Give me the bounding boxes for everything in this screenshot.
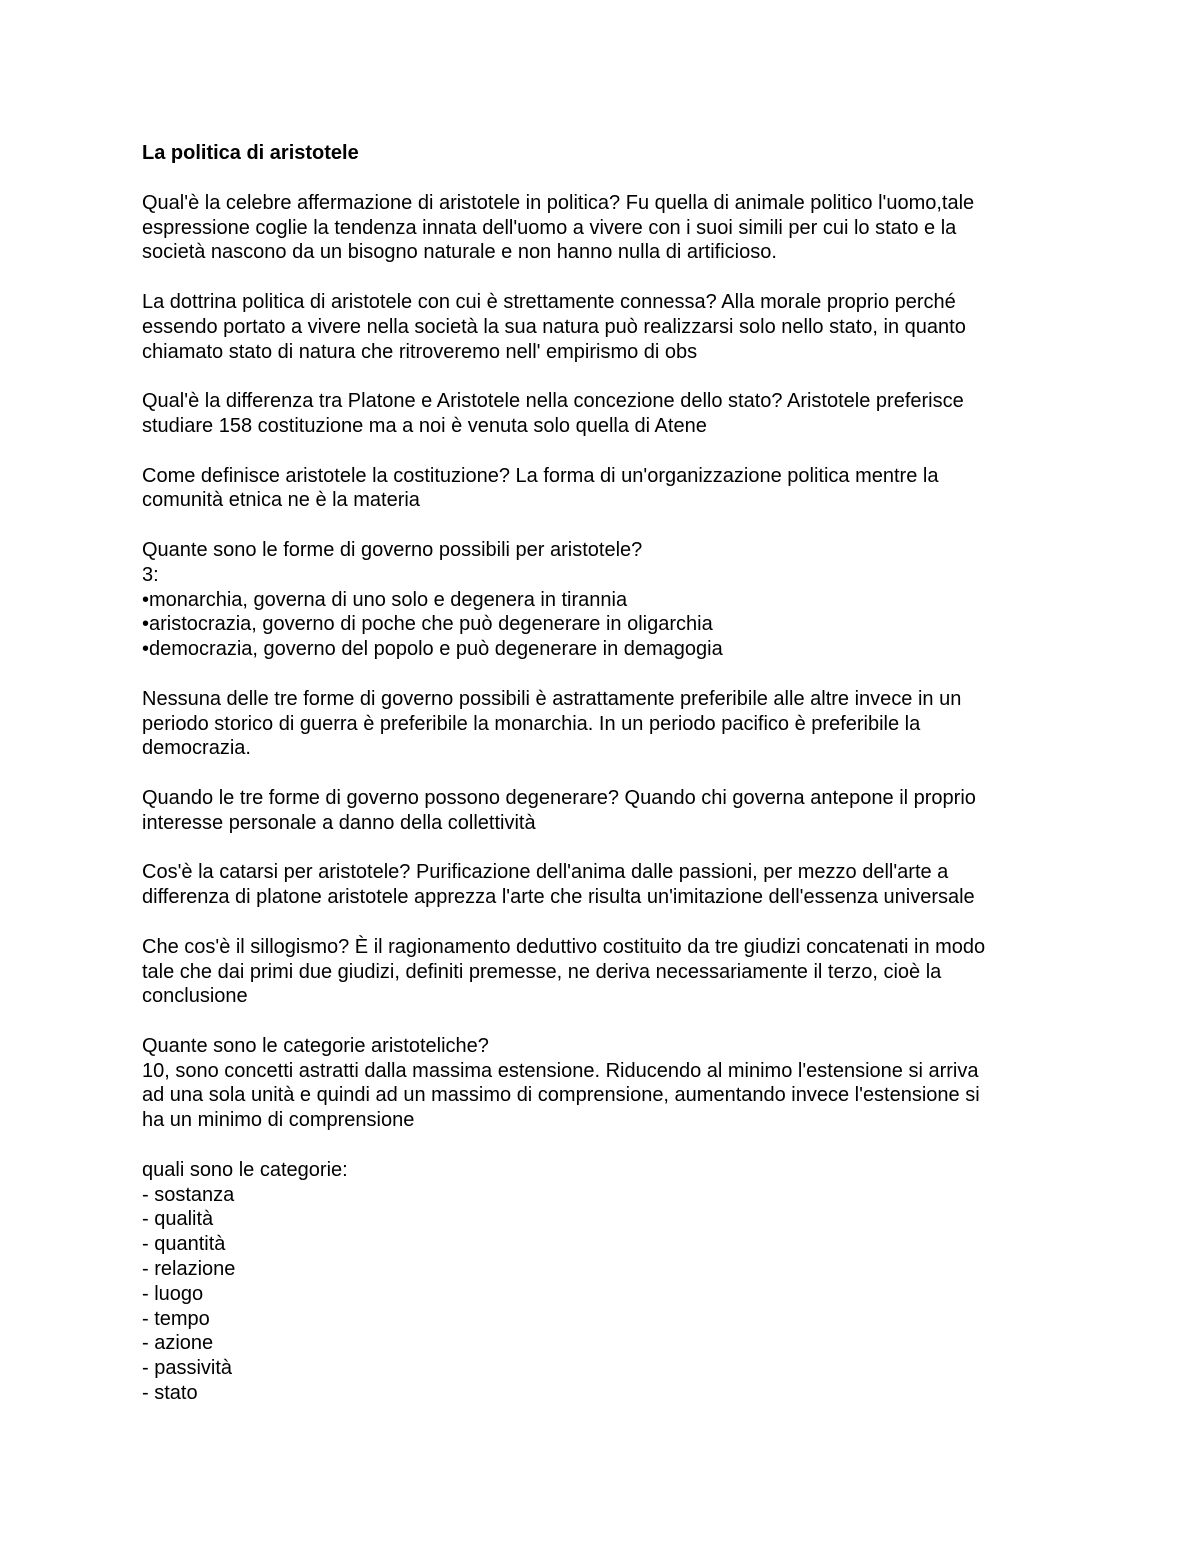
text-line: •aristocrazia, governo di poche che può degenerare in oligarchia [142, 613, 713, 636]
text-line: - passività [142, 1357, 233, 1380]
text-line: •monarchia, governa di uno solo e degenera in tirannia [142, 588, 628, 611]
text-line: conclusione [142, 985, 248, 1008]
text-line: tale che dai primi due giudizi, definiti premesse, ne deriva necessariamente il terzo, cioè la [142, 960, 942, 983]
paragraph [142, 538, 1082, 662]
paragraph [142, 1158, 1082, 1406]
text-line: - tempo [142, 1307, 210, 1330]
text-line: espressione coglie la tendenza innata dell'uomo a vivere con i suoi simili per cui lo stato e la [142, 216, 957, 239]
text-line: differenza di platone aristotele apprezza l'arte che risulta un'imitazione dell'essenza universale [142, 886, 975, 909]
text-line: studiare 158 costituzione ma a noi è venuta solo quella di Atene [142, 414, 707, 437]
text-line: democrazia. [142, 737, 251, 760]
paragraph [142, 464, 1082, 514]
text-line: quali sono le categorie: [142, 1158, 348, 1181]
text-line: ha un minimo di comprensione [142, 1109, 415, 1132]
text-line: - qualità [142, 1208, 214, 1231]
text-line: interesse personale a danno della collettività [142, 811, 536, 834]
text-line: 3: [142, 563, 159, 586]
text-line: Che cos'è il sillogismo? È il ragionamento deduttivo costituito da tre giudizi concatenati in modo [142, 935, 986, 958]
text-line: - relazione [142, 1258, 236, 1281]
text-line: società nascono da un bisogno naturale e non hanno nulla di artificioso. [142, 241, 777, 264]
text-line: Cos'è la catarsi per aristotele? Purificazione dell'anima dalle passioni, per mezzo dell'arte a [142, 861, 949, 884]
document-title: La politica di aristotele [142, 142, 359, 164]
paragraph [142, 786, 1082, 836]
text-line: 10, sono concetti astratti dalla massima estensione. Riducendo al minimo l'estensione si arriva [142, 1059, 979, 1082]
paragraph [142, 1034, 1082, 1133]
paragraph [142, 687, 1082, 761]
text-line: •democrazia, governo del popolo e può degenerare in demagogia [142, 638, 723, 661]
text-line: Qual'è la celebre affermazione di aristotele in politica? Fu quella di animale politico l'uomo,tale [142, 191, 975, 214]
text-line: essendo portato a vivere nella società la sua natura può realizzarsi solo nello stato, in quanto [142, 315, 966, 338]
text-line: Quante sono le categorie aristoteliche? [142, 1034, 489, 1057]
text-line: chiamato stato di natura che ritroveremo nell' empirismo di obs [142, 340, 698, 363]
text-line: periodo storico di guerra è preferibile la monarchia. In un periodo pacifico è preferibile la [142, 712, 921, 735]
text-line: - luogo [142, 1282, 204, 1305]
text-line: - azione [142, 1332, 214, 1355]
document-page [142, 141, 1082, 1431]
text-line: Nessuna delle tre forme di governo possibili è astrattamente preferibile alle altre invece in un [142, 687, 962, 710]
text-line: - quantità [142, 1233, 226, 1256]
text-line: - sostanza [142, 1183, 235, 1206]
text-line: Come definisce aristotele la costituzione? La forma di un'organizzazione politica mentre la [142, 464, 939, 487]
paragraph [142, 290, 1082, 364]
text-line: La dottrina politica di aristotele con cui è strettamente connessa? Alla morale proprio perché [142, 290, 956, 313]
text-line: comunità etnica ne è la materia [142, 489, 420, 512]
paragraph [142, 389, 1082, 439]
text-line: ad una sola unità e quindi ad un massimo di comprensione, aumentando invece l'estensione si [142, 1084, 980, 1107]
paragraph [142, 860, 1082, 910]
text-line: Quando le tre forme di governo possono degenerare? Quando chi governa antepone il proprio [142, 786, 976, 809]
text-line: Qual'è la differenza tra Platone e Aristotele nella concezione dello stato? Aristotele preferisce [142, 390, 964, 413]
paragraph [142, 191, 1082, 265]
text-line: - stato [142, 1382, 198, 1405]
paragraph [142, 935, 1082, 1009]
text-line: Quante sono le forme di governo possibili per aristotele? [142, 538, 643, 561]
document-body [142, 191, 1082, 1406]
